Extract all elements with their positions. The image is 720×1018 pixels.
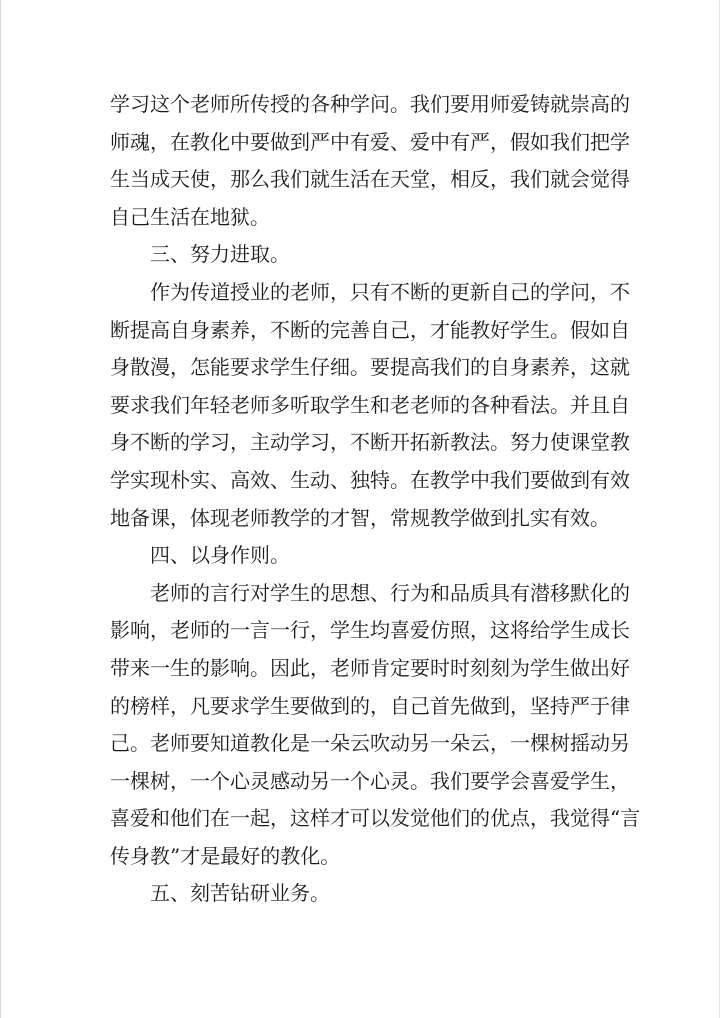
- page-left-border: [0, 0, 1, 1018]
- text-line: 作为传道授业的老师，只有不断的更新自己的学问，不: [150, 279, 630, 304]
- text-line: 师魂，在教化中要做到严中有爱、爱中有严，假如我们把学: [110, 129, 630, 154]
- text-line: 己。老师要知道教化是一朵云吹动另一朵云，一棵树摇动另: [110, 731, 630, 756]
- heading-line: 三、努力进取。: [150, 242, 290, 267]
- text-line: 影响，老师的一言一行，学生均喜爱仿照，这将给学生成长: [110, 618, 630, 643]
- text-line: 断提高自身素养，不断的完善自己，才能教好学生。假如自: [110, 317, 630, 342]
- text-line: 身不断的学习，主动学习，不断开拓新教法。努力使课堂教: [110, 430, 630, 455]
- text-line: 学习这个老师所传授的各种学问。我们要用师爱铸就崇高的: [110, 92, 630, 116]
- text-line: 生当成天使，那么我们就生活在天堂，相反，我们就会觉得: [110, 167, 630, 192]
- text-line: 地备课，体现老师教学的才智，常规教学做到扎实有效。: [110, 505, 610, 530]
- text-line: 喜爱和他们在一起，这样才可以发觉他们的优点，我觉得“言: [110, 806, 641, 831]
- paragraph-section-4: [110, 575, 641, 876]
- heading-line: 四、以身作则。: [150, 543, 290, 568]
- heading-line: 五、刻苦钻研业务。: [150, 881, 330, 906]
- text-line: 带来一生的影响。因此，老师肯定要时时刻刻为学生做出好: [110, 655, 630, 680]
- text-line: 要求我们年轻老师多听取学生和老老师的各种看法。并且自: [110, 392, 630, 417]
- document-body: [110, 86, 641, 913]
- text-line: 自己生活在地狱。: [110, 204, 270, 229]
- text-line: 学实现朴实、高效、生动、独特。在教学中我们要做到有效: [110, 467, 630, 492]
- section-heading-3: [110, 236, 615, 274]
- text-line: 老师的言行对学生的思想、行为和品质具有潜移默化的: [150, 580, 630, 605]
- paragraph-continuation: [110, 86, 630, 236]
- paragraph-section-3: [110, 274, 630, 537]
- text-line: 身散漫，怎能要求学生仔细。要提高我们的自身素养，这就: [110, 355, 630, 380]
- text-line: 一棵树，一个心灵感动另一个心灵。我们要学会喜爱学生，: [110, 768, 630, 793]
- text-line: 的榜样，凡要求学生要做到的，自己首先做到，坚持严于律: [110, 693, 630, 718]
- section-heading-4: [110, 537, 615, 575]
- text-line: 传身教”才是最好的教化。: [110, 843, 341, 868]
- section-heading-5: [110, 875, 615, 913]
